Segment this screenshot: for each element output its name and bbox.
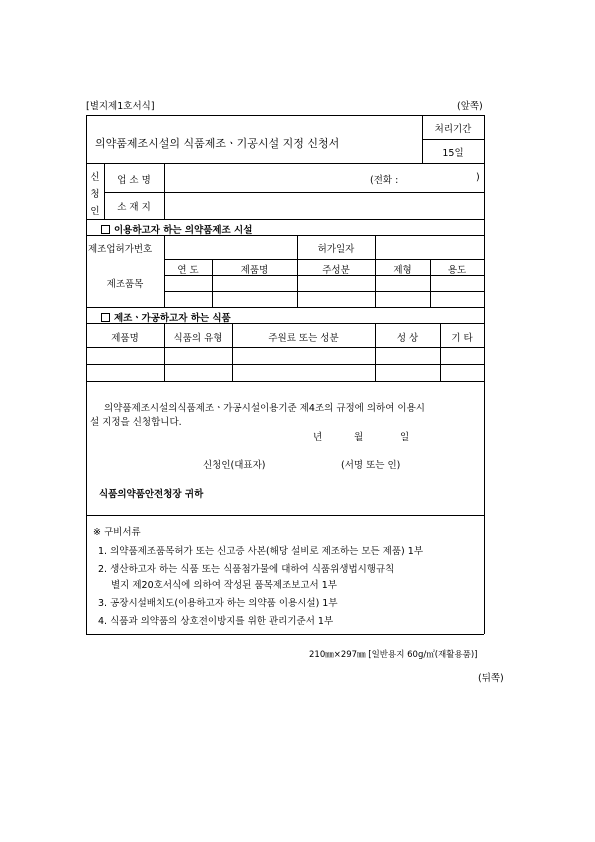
declaration-bottom xyxy=(86,515,484,516)
license-no-field[interactable] xyxy=(166,237,296,257)
s2-title-bottom xyxy=(86,323,484,324)
section1-title-text: 이용하고자 하는 의약품제조 시설 xyxy=(114,225,253,236)
col-usage: 용도 xyxy=(447,265,467,276)
s1-bottom xyxy=(86,307,484,308)
s2-bottom xyxy=(86,381,484,382)
s2-grid-h1 xyxy=(86,347,484,348)
applicant-signer-label: 신청인(대표자) xyxy=(203,460,266,471)
business-name-field[interactable] xyxy=(166,166,356,188)
applicant-row-line xyxy=(104,192,484,193)
checkbox-icon xyxy=(101,313,110,322)
paper-spec: 210㎜×297㎜ [일반용지 60g/㎡(재활용품)] xyxy=(309,650,478,660)
date-day: 일 xyxy=(400,432,410,443)
col-year: 연 도 xyxy=(177,265,199,276)
applicant-label-line xyxy=(164,163,165,219)
date-month: 월 xyxy=(354,432,364,443)
declaration-line2: 설 지정을 신청합니다. xyxy=(90,417,182,428)
license-no-label: 제조업허가번호 xyxy=(88,244,153,255)
product-label: 제조품목 xyxy=(106,279,144,290)
date-year: 년 xyxy=(313,432,323,443)
license-date-field[interactable] xyxy=(377,237,482,257)
food-col-ingredients: 주원료 또는 성분 xyxy=(268,333,339,344)
s1-title-bottom xyxy=(86,235,484,236)
applicant-char-2: 청 xyxy=(90,189,100,200)
frame-bottom xyxy=(86,634,484,635)
food-col-name: 제품명 xyxy=(111,333,139,344)
processing-value: 15일 xyxy=(442,148,464,159)
license-date-label: 허가일자 xyxy=(317,244,355,255)
addressee: 식품의약품안전청장 귀하 xyxy=(99,489,204,500)
declaration-line1: 의약품제조시설의식품제조ㆍ가공시설이용기준 제4조의 규정에 의하여 이용시 xyxy=(104,403,425,414)
form-title: 의약품제조시설의 식품제조ㆍ기공시설 지정 신청서 xyxy=(95,137,340,150)
address-label: 소 재 지 xyxy=(117,202,151,213)
s1-grid-h2 xyxy=(164,291,484,292)
document-item-1: 1. 의약품제조품목허가 또는 신고증 사본(해당 설비로 제조하는 모든 제품) 1부 xyxy=(98,546,424,557)
phone-field[interactable] xyxy=(412,166,476,188)
col-dosage-form: 제형 xyxy=(393,265,412,276)
documents-heading: ※ 구비서류 xyxy=(93,527,141,538)
section2-title xyxy=(101,310,231,324)
applicant-bottom xyxy=(86,219,484,220)
title-row-bottom xyxy=(86,163,484,164)
processing-divider xyxy=(422,139,484,140)
processing-label: 처리기간 xyxy=(434,124,472,135)
document-item-2-cont: 별지 제20호서식에 의하여 작성된 품목제조보고서 1부 xyxy=(111,580,337,591)
signature-label: (서명 또는 인) xyxy=(341,460,401,471)
applicant-char-1: 신 xyxy=(90,172,100,183)
s2-grid-h2 xyxy=(86,364,484,365)
col-main-ingredient: 주성분 xyxy=(322,265,350,276)
checkbox-icon xyxy=(101,225,110,234)
s1-grid-h1 xyxy=(164,275,484,276)
document-item-4: 4. 식품과 의약품의 상호전이방지를 위한 관리기준서 1부 xyxy=(98,616,334,627)
applicant-char-3: 인 xyxy=(90,206,100,217)
food-col-appearance: 성 상 xyxy=(396,333,419,344)
business-name-label: 업 소 명 xyxy=(117,175,151,186)
col-product-name: 제품명 xyxy=(240,265,269,276)
section2-title-text: 제조ㆍ가공하고자 하는 식품 xyxy=(114,313,231,324)
form-number: [별지제1호서식] xyxy=(86,101,155,112)
document-item-2: 2. 생산하고자 하는 식품 또는 식품첨가물에 대하여 식품위생법시행규칙 xyxy=(98,564,395,575)
food-col-type: 식품의 유형 xyxy=(173,333,223,344)
back-label: (뒤쪽) xyxy=(478,673,504,684)
front-label: (앞쪽) xyxy=(457,101,483,112)
frame-top xyxy=(86,115,484,116)
frame-right xyxy=(484,115,485,634)
address-field[interactable] xyxy=(166,194,482,218)
document-item-3: 3. 공장시설배치도(이용하고자 하는 의약품 이용시설) 1부 xyxy=(98,598,338,609)
section1-title xyxy=(101,222,252,236)
phone-close: ) xyxy=(476,172,480,183)
food-col-other: 기 타 xyxy=(451,333,473,344)
s1-line-c xyxy=(375,235,376,259)
phone-label: (전화 : xyxy=(370,175,399,186)
